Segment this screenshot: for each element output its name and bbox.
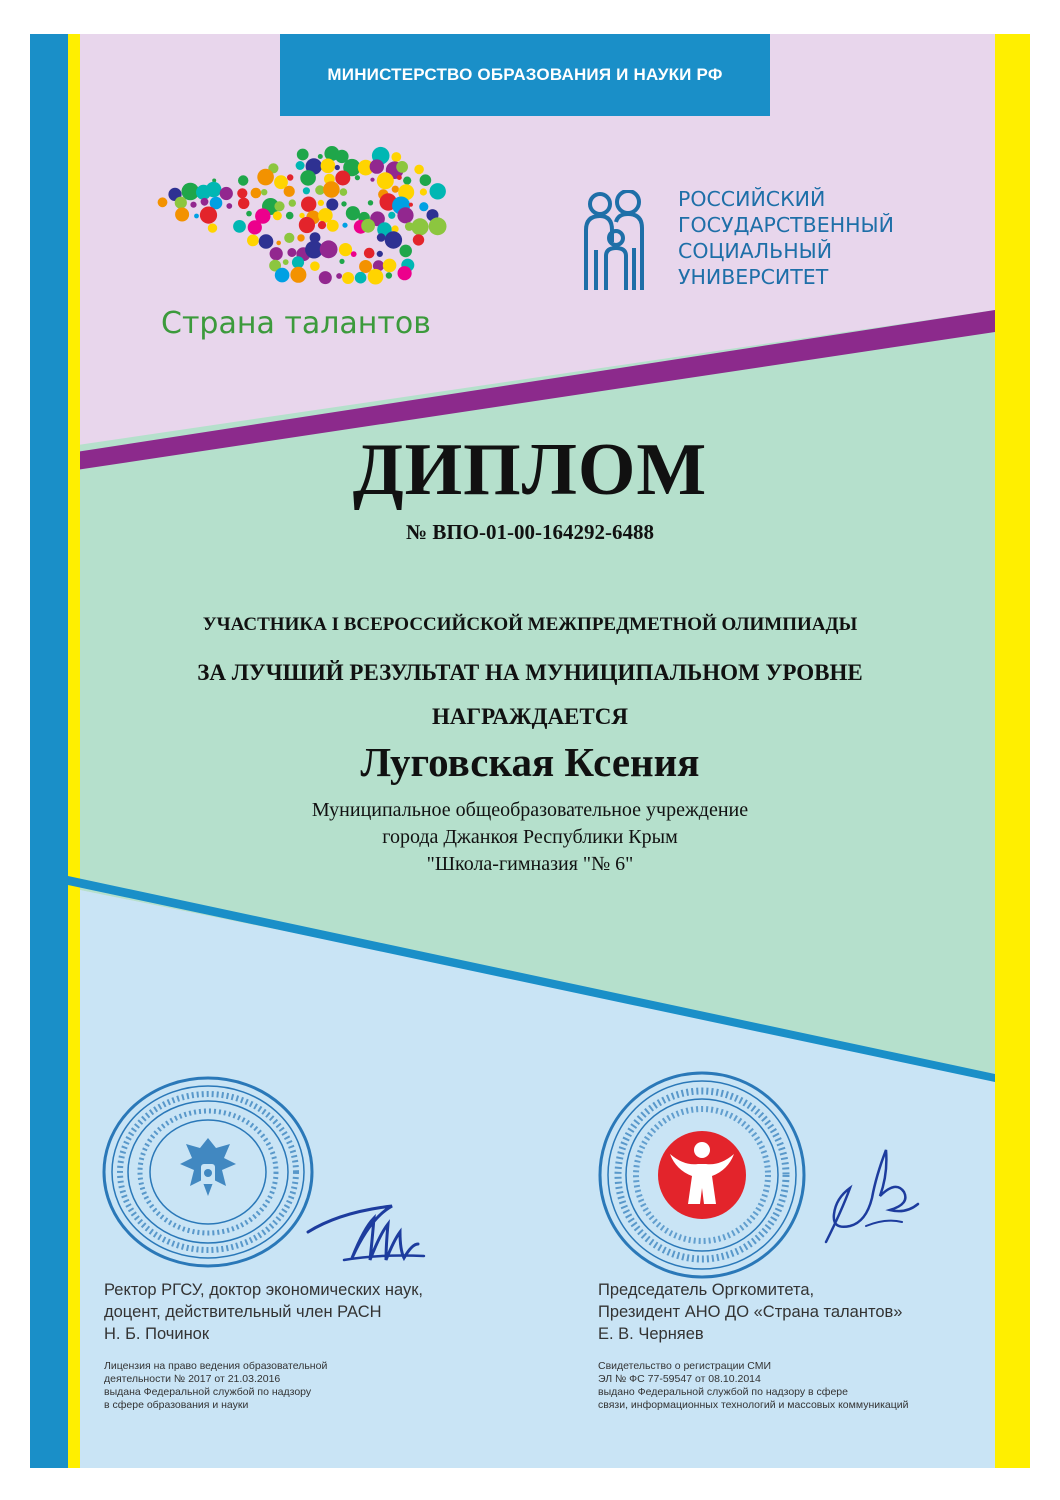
map-dot	[396, 161, 408, 173]
fine-line: в сфере образования и науки	[104, 1399, 249, 1411]
result-line: ЗА ЛУЧШИЙ РЕЗУЛЬТАТ НА МУНИЦИПАЛЬНОМ УРОВНЕ	[197, 660, 863, 685]
signer-line: доцент, действительный член РАСН	[104, 1303, 382, 1321]
map-dot	[261, 189, 267, 195]
map-dot	[385, 231, 402, 248]
family-figures-icon	[578, 190, 658, 290]
rgsu-name	[678, 186, 894, 290]
map-dot	[238, 198, 249, 209]
fine-line: связи, информационных технологий и массовых коммуникаций	[598, 1399, 909, 1411]
rgsu-line: РОССИЙСКИЙ	[678, 187, 826, 211]
strana-talantov-brand: Страна талантов	[161, 306, 431, 341]
map-dot	[247, 235, 259, 247]
rgsu-line: СОЦИАЛЬНЫЙ	[678, 239, 833, 263]
map-dot	[383, 259, 397, 273]
map-dot	[284, 186, 295, 197]
strana-talantov-stamp-icon	[594, 1070, 810, 1280]
map-dot	[429, 217, 447, 235]
map-dot	[318, 200, 324, 206]
map-dot	[346, 206, 360, 220]
state-emblem-stamp-icon	[98, 1072, 318, 1272]
chairman-signer	[598, 1279, 902, 1345]
rector-signature-icon	[300, 1188, 430, 1268]
map-dot	[370, 159, 384, 173]
map-dot	[296, 161, 305, 170]
map-dot	[318, 154, 323, 159]
rector-signer	[104, 1279, 423, 1345]
map-dot	[419, 202, 428, 211]
fine-line: Свидетельство о регистрации СМИ	[598, 1360, 771, 1372]
map-dot	[238, 175, 248, 185]
map-dot	[299, 213, 304, 218]
diploma-number: № ВПО-01-00-164292-6488	[405, 520, 654, 544]
map-dot	[201, 198, 209, 206]
map-dot	[342, 223, 347, 228]
map-dot	[290, 267, 306, 283]
map-dot	[403, 177, 411, 185]
map-dot	[259, 234, 274, 249]
map-dot	[397, 175, 402, 180]
map-dot	[409, 203, 413, 207]
map-dot	[368, 269, 384, 285]
license-note	[104, 1360, 327, 1412]
map-dot	[319, 271, 332, 284]
signer-line: Е. В. Черняев	[598, 1325, 704, 1343]
map-dot	[318, 221, 326, 229]
map-dot	[321, 159, 336, 174]
map-of-dots-icon	[155, 128, 455, 303]
map-dot	[273, 211, 282, 220]
diploma-title: ДИПЛОМ	[352, 429, 708, 511]
map-dot	[233, 220, 246, 233]
map-dot	[194, 214, 199, 219]
map-dot	[320, 240, 338, 258]
map-dot	[246, 211, 252, 217]
school-name	[0, 797, 1060, 878]
media-registration-note	[598, 1360, 909, 1412]
strana-talantov-logo	[155, 128, 455, 343]
award-line: НАГРАЖДАЕТСЯ	[432, 704, 628, 729]
map-dot	[377, 233, 386, 242]
map-dot	[397, 207, 413, 223]
fine-line: выдано Федеральной службой по надзору в сфере	[598, 1386, 848, 1398]
map-dot	[420, 174, 432, 186]
map-dot	[297, 234, 304, 241]
school-line: города Джанкоя Республики Крым	[382, 826, 678, 848]
map-dot	[411, 218, 428, 235]
recipient-name: Луговская Ксения	[360, 739, 700, 785]
map-dot	[361, 219, 375, 233]
map-dot	[208, 223, 217, 232]
map-dot	[251, 188, 262, 199]
map-dot	[275, 268, 290, 283]
signer-line: Н. Б. Починок	[104, 1325, 210, 1343]
map-dot	[286, 212, 294, 220]
map-dot	[287, 248, 296, 257]
map-dot	[413, 234, 424, 245]
map-dot	[388, 212, 395, 219]
map-dot	[303, 187, 310, 194]
map-dot	[292, 256, 304, 268]
school-line: "Школа-гимназия "№ 6"	[426, 853, 634, 875]
map-dot	[175, 197, 187, 209]
map-dot	[420, 188, 427, 195]
signer-line: Президент АНО ДО «Страна талантов»	[598, 1303, 903, 1321]
chairman-signature-icon	[806, 1130, 926, 1250]
map-dot	[342, 272, 354, 284]
map-dot	[248, 220, 262, 234]
map-dot	[276, 241, 281, 246]
fine-line: выдана Федеральной службой по надзору	[104, 1386, 312, 1398]
map-dot	[399, 245, 412, 258]
map-dot	[336, 273, 342, 279]
map-dot	[220, 187, 233, 200]
map-dot	[339, 259, 344, 264]
map-dot	[370, 178, 374, 182]
map-dot	[270, 247, 283, 260]
map-dot	[398, 266, 412, 280]
map-dot	[355, 272, 367, 284]
map-dot	[297, 149, 309, 161]
map-dot	[206, 182, 222, 198]
map-dot	[351, 251, 357, 257]
rgsu-line: ГОСУДАРСТВЕННЫЙ	[678, 213, 894, 237]
rgsu-logo	[578, 186, 918, 296]
map-dot	[175, 208, 189, 222]
map-dot	[300, 170, 316, 186]
map-dot	[299, 217, 315, 233]
map-dot	[339, 243, 352, 256]
map-dot	[335, 171, 350, 186]
signer-line: Председатель Оргкомитета,	[598, 1281, 815, 1299]
map-dot	[341, 201, 346, 206]
map-dot	[335, 165, 340, 170]
map-dot	[386, 272, 392, 278]
map-dot	[158, 197, 168, 207]
map-dot	[355, 175, 360, 180]
fine-line: ЭЛ № ФС 77-59547 от 08.10.2014	[598, 1373, 761, 1385]
map-dot	[287, 174, 293, 180]
map-dot	[327, 220, 339, 232]
school-line: Муниципальное общеобразовательное учреждение	[311, 799, 749, 821]
ministry-banner	[280, 34, 770, 116]
rgsu-line: УНИВЕРСИТЕТ	[678, 265, 829, 289]
map-dot	[237, 188, 247, 198]
participant-line: УЧАСТНИКА I ВСЕРОССИЙСКОЙ МЕЖПРЕДМЕТНОЙ ОЛИМПИАДЫ	[202, 614, 858, 635]
map-dot	[190, 202, 196, 208]
map-dot	[377, 172, 394, 189]
map-dot	[430, 183, 446, 199]
map-dot	[310, 261, 320, 271]
signer-line: Ректор РГСУ, доктор экономических наук,	[104, 1281, 424, 1299]
map-dot	[200, 207, 217, 224]
map-dot	[368, 200, 373, 205]
map-dot	[323, 181, 340, 198]
fine-line: деятельности № 2017 от 21.03.2016	[104, 1373, 281, 1385]
map-dot	[392, 186, 399, 193]
fine-line: Лицензия на право ведения образовательной	[104, 1360, 328, 1372]
map-dot	[414, 165, 424, 175]
map-dot	[283, 259, 289, 265]
map-dot	[340, 188, 348, 196]
map-dot	[226, 203, 232, 209]
map-dot	[274, 201, 284, 211]
map-dot	[284, 233, 294, 243]
map-dot	[364, 248, 375, 259]
map-dot	[301, 197, 316, 212]
map-dot	[377, 251, 383, 257]
ministry-title: МИНИСТЕРСТВО ОБРАЗОВАНИЯ И НАУКИ РФ	[327, 65, 723, 84]
map-dot	[391, 152, 401, 162]
map-dot	[257, 169, 274, 186]
map-dot	[289, 199, 296, 206]
